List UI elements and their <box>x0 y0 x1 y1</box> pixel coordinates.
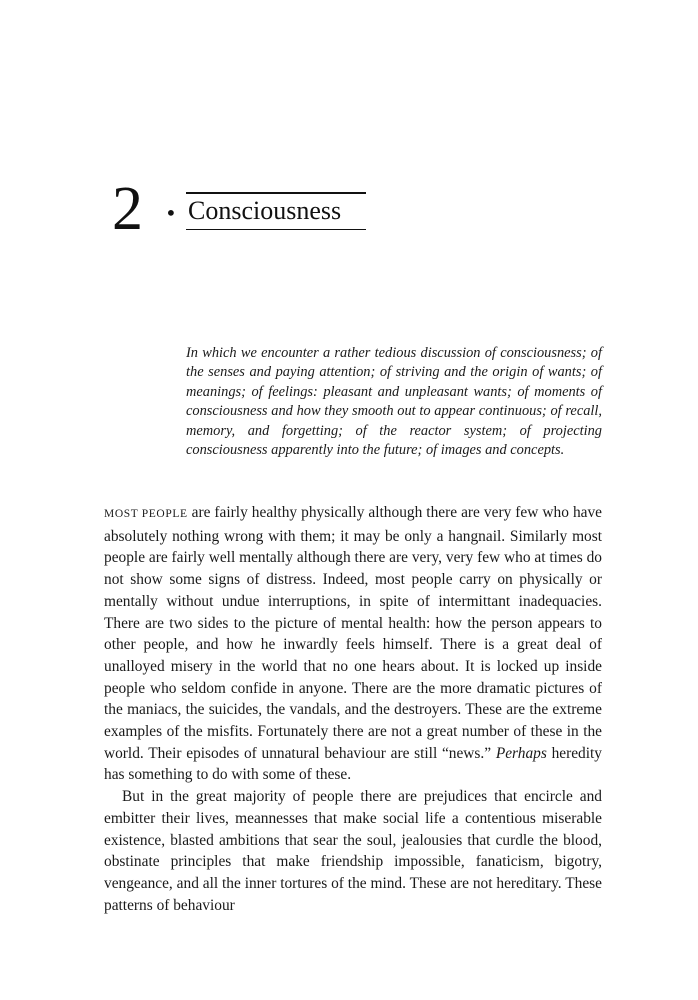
paragraph-1-text-a: are fairly healthy physically although there are very few who have absolutely nothing wrong with them; it may be only a hangnail. Similarly most people are fairly well mentally although there are very, very few who at times do not show some signs of distress. Indeed, most people carry on physically or mentally without undue interruptions, in spite of intermittant inadequacies. There are two sides to the picture of mental health: how the person appears to other people, and how he inwardly feels himself. There is a great deal of unalloyed misery in the world that no one hears about. It is locked up inside people who seldom confide in anyone. There are the more dramatic pictures of the maniacs, the suicides, the vandals, and the destroyers. These are the extreme examples of the misfits. Fortunately there are not a great number of these in the world. Their episodes of unnatural behaviour are still “news.” <box>104 504 602 762</box>
chapter-bullet: • <box>165 201 177 225</box>
paragraph-1-text-b: heredity has something to do with some of these. <box>104 744 602 784</box>
chapter-title-rule <box>186 192 366 230</box>
chapter-heading <box>112 175 364 252</box>
chapter-number: 2 <box>112 175 143 243</box>
emphasis-perhaps: Perhaps <box>495 744 547 762</box>
body-text <box>104 502 602 916</box>
chapter-abstract: In which we encounter a rather tedious discussion of consciousness; of the senses and paying attention; of striving and the origin of wants; of meanings; of feelings: pleasant and unpleasant wants; of moments of consciousness and how they smooth out to appear continuous; of recall, memory, and forgetting; of the reactor system; of projecting consciousness apparently into the future; of images and concepts. <box>186 345 602 459</box>
paragraph-2: But in the great majority of people there are prejudices that encircle and embitter their lives, meannesses that make social life a contentious miserable existence, blasted ambitions that sear the soul, jealousies that curdle the blood, obstinate principles that make friendship impossible, fanaticism, bigotry, vengeance, and all the inner tortures of the mind. These are not hereditary. These patterns of behaviour <box>104 788 602 914</box>
chapter-title: Consciousness <box>188 196 342 225</box>
paragraph-lead-in: MOST PEOPLE <box>104 508 188 520</box>
paragraph-1 <box>104 502 602 786</box>
